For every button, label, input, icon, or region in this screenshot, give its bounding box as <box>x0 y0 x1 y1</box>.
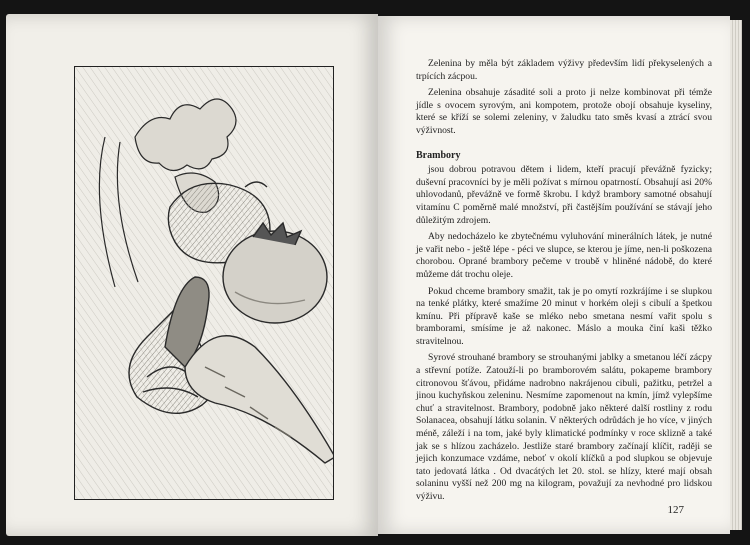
section-heading: Brambory <box>416 149 461 161</box>
right-page <box>378 16 730 534</box>
page-text <box>416 58 712 508</box>
paragraph: jsou dobrou potravou dětem i lidem, kteří pracují převážně fyzicky; duševní pracovníci by je měli požívat s mírnou opatrností. Obsahují asi 20% uhlovodanů, převážně ve formě škrobu. I když brambory samotné obsahují vitamínu C poměrně malé množství, při častějším používání se stávají jeho důležitým zdrojem. <box>416 164 712 226</box>
paragraph: Zelenina by měla být základem výživy především lidí překyselených a trpících zácpou. <box>416 58 712 82</box>
paragraph: Zelenina obsahuje zásadité soli a proto ji nelze kombinovat při témže jídle s ovocem syrovým, ani kompotem, protože obojí obsahuje kyseliny, které se kříží se solemi zeleniny, v žaludku tato směs kvasí a ztrácí svou výživnost. <box>416 87 712 136</box>
vegetables-illustration <box>74 66 334 500</box>
paragraph: Aby nedocházelo ke zbytečnému vyluhování minerálních látek, je nutné je vařit nebo - ještě lépe - péci ve slupce, se kterou je jíme, nen-li poškozena chorobou. Oprané brambory pečeme v troubě v hliněné nádobě, do které můžeme dát trochu oleje. <box>416 231 712 280</box>
open-book <box>6 14 742 536</box>
left-page <box>6 14 378 536</box>
vegetables-drawing-icon <box>75 67 333 499</box>
page-edges <box>730 20 742 530</box>
paragraph: Pokud chceme brambory smažit, tak je po omytí rozkrájíme i se slupkou na tenké plátky, které smažíme 20 minut v horkém oleji s cibulí a špetkou kmínu. Při přípravě kaše se mléko nebo smetana nesmí vařit spolu s bramborami, smísíme je až nakonec. Máslo a mouka činí kaši těžko stravitelnou. <box>416 285 712 347</box>
paragraph: Syrové strouhané brambory se strouhanými jablky a smetanou léčí zácpy a střevní potíže. Zatouží-li po bramborovém salátu, pokapeme brambory citronovou šťávou, přidáme nadrobno nakrájenou cibuli, pažitku, petržel a jinou kuchyňskou zeleninu. Nesmíme zapomenout na kmín, jímž vylepšíme chuť a stravitelnost. Brambory, podobně jako některé další rostliny z rodu Solanacea, obsahují látku solanin. V některých odrůdách je ho více, v jiných méně, záleží i na tom, jaké byly klimatické podmínky v roce sklizně a také jak se s hlízou zacházelo. Jestliže staré brambory začínají klíčit, raději se jejich konzumace vzdáme, neboť v okolí klíčků a pod slupkou se objevuje tato jedovatá látka . Od dvacátých let 20. stol. se hlízy, které mají obsah solaninu vyšší než 200 mg na kilogram, považují za nevhodné pro lidskou výživu. <box>416 352 712 502</box>
page-number: 127 <box>667 504 684 516</box>
